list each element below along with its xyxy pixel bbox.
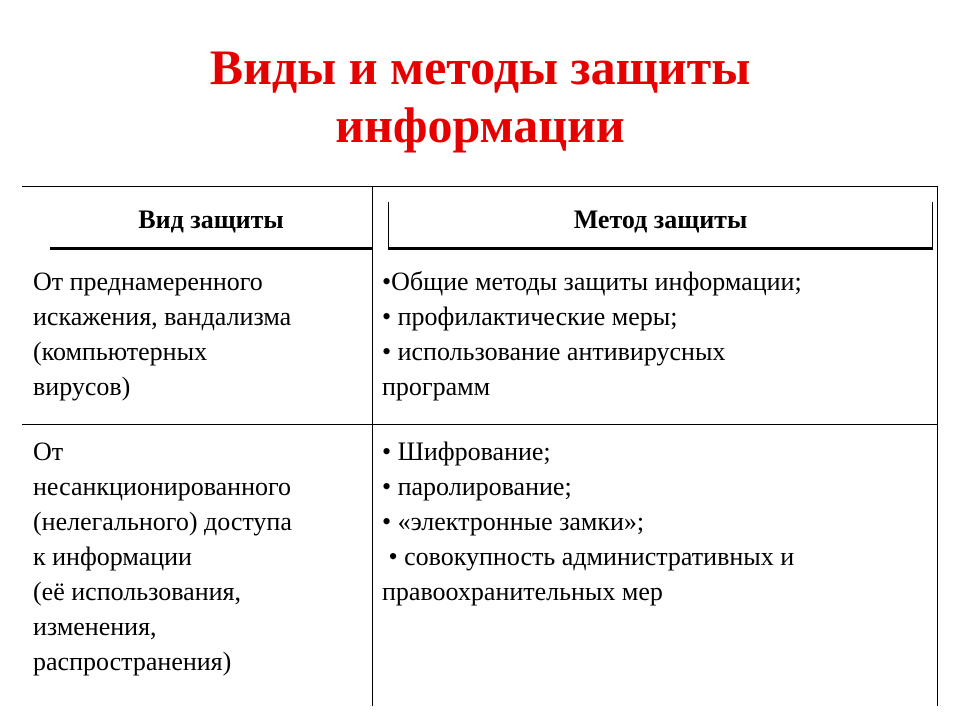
row-divider bbox=[22, 424, 938, 425]
row-1-method-line-3: • использование антивирусных bbox=[382, 337, 726, 366]
page-title bbox=[0, 38, 960, 154]
row-1-type-line-2: искажения, вандализма bbox=[33, 302, 292, 331]
header-inner-right-divider bbox=[932, 202, 933, 250]
row-1-type-line-3: (компьютерных bbox=[33, 337, 208, 366]
row-1-type-line-4: вирусов) bbox=[33, 372, 131, 401]
row-2-method-cell bbox=[382, 434, 794, 609]
row-1-method-line-2: • профилактические меры; bbox=[382, 302, 678, 331]
title-line-2: информации bbox=[335, 97, 625, 153]
row-2-type-line-1: От bbox=[33, 437, 64, 466]
title-line-1: Виды и методы защиты bbox=[209, 39, 751, 95]
row-1-method-line-4: программ bbox=[382, 372, 491, 401]
column-divider bbox=[372, 186, 373, 706]
row-2-type-line-6: изменения, bbox=[33, 612, 157, 641]
row-2-method-line-1: • Шифрование; bbox=[382, 437, 551, 466]
row-2-method-line-4: • совокупность административных и bbox=[382, 542, 795, 571]
row-2-method-line-2: • паролирование; bbox=[382, 472, 572, 501]
header-method: Метод защиты bbox=[573, 205, 748, 234]
row-1-method-line-1: •Общие методы защиты информации; bbox=[382, 267, 802, 296]
row-1-type-line-1: От преднамеренного bbox=[33, 267, 263, 296]
row-2-method-line-5: правоохранительных мер bbox=[382, 577, 663, 606]
row-1-type-cell bbox=[33, 264, 291, 404]
row-2-type-line-2: несанкционированного bbox=[33, 472, 292, 501]
header-type: Вид защиты bbox=[138, 205, 284, 234]
row-2-type-cell bbox=[33, 434, 292, 679]
table-right-border bbox=[937, 186, 938, 706]
header-underline-right bbox=[389, 247, 933, 250]
row-2-type-line-3: (нелегального) доступа bbox=[33, 507, 292, 536]
row-2-type-line-7: распространения) bbox=[33, 647, 232, 676]
table-top-border bbox=[22, 186, 938, 187]
protection-table bbox=[22, 186, 938, 706]
row-2-type-line-4: к информации bbox=[33, 542, 192, 571]
row-2-method-line-3: • «электронные замки»; bbox=[382, 507, 645, 536]
row-2-type-line-5: (её использования, bbox=[33, 577, 241, 606]
header-underline-left bbox=[50, 247, 372, 250]
row-1-method-cell bbox=[382, 264, 802, 404]
